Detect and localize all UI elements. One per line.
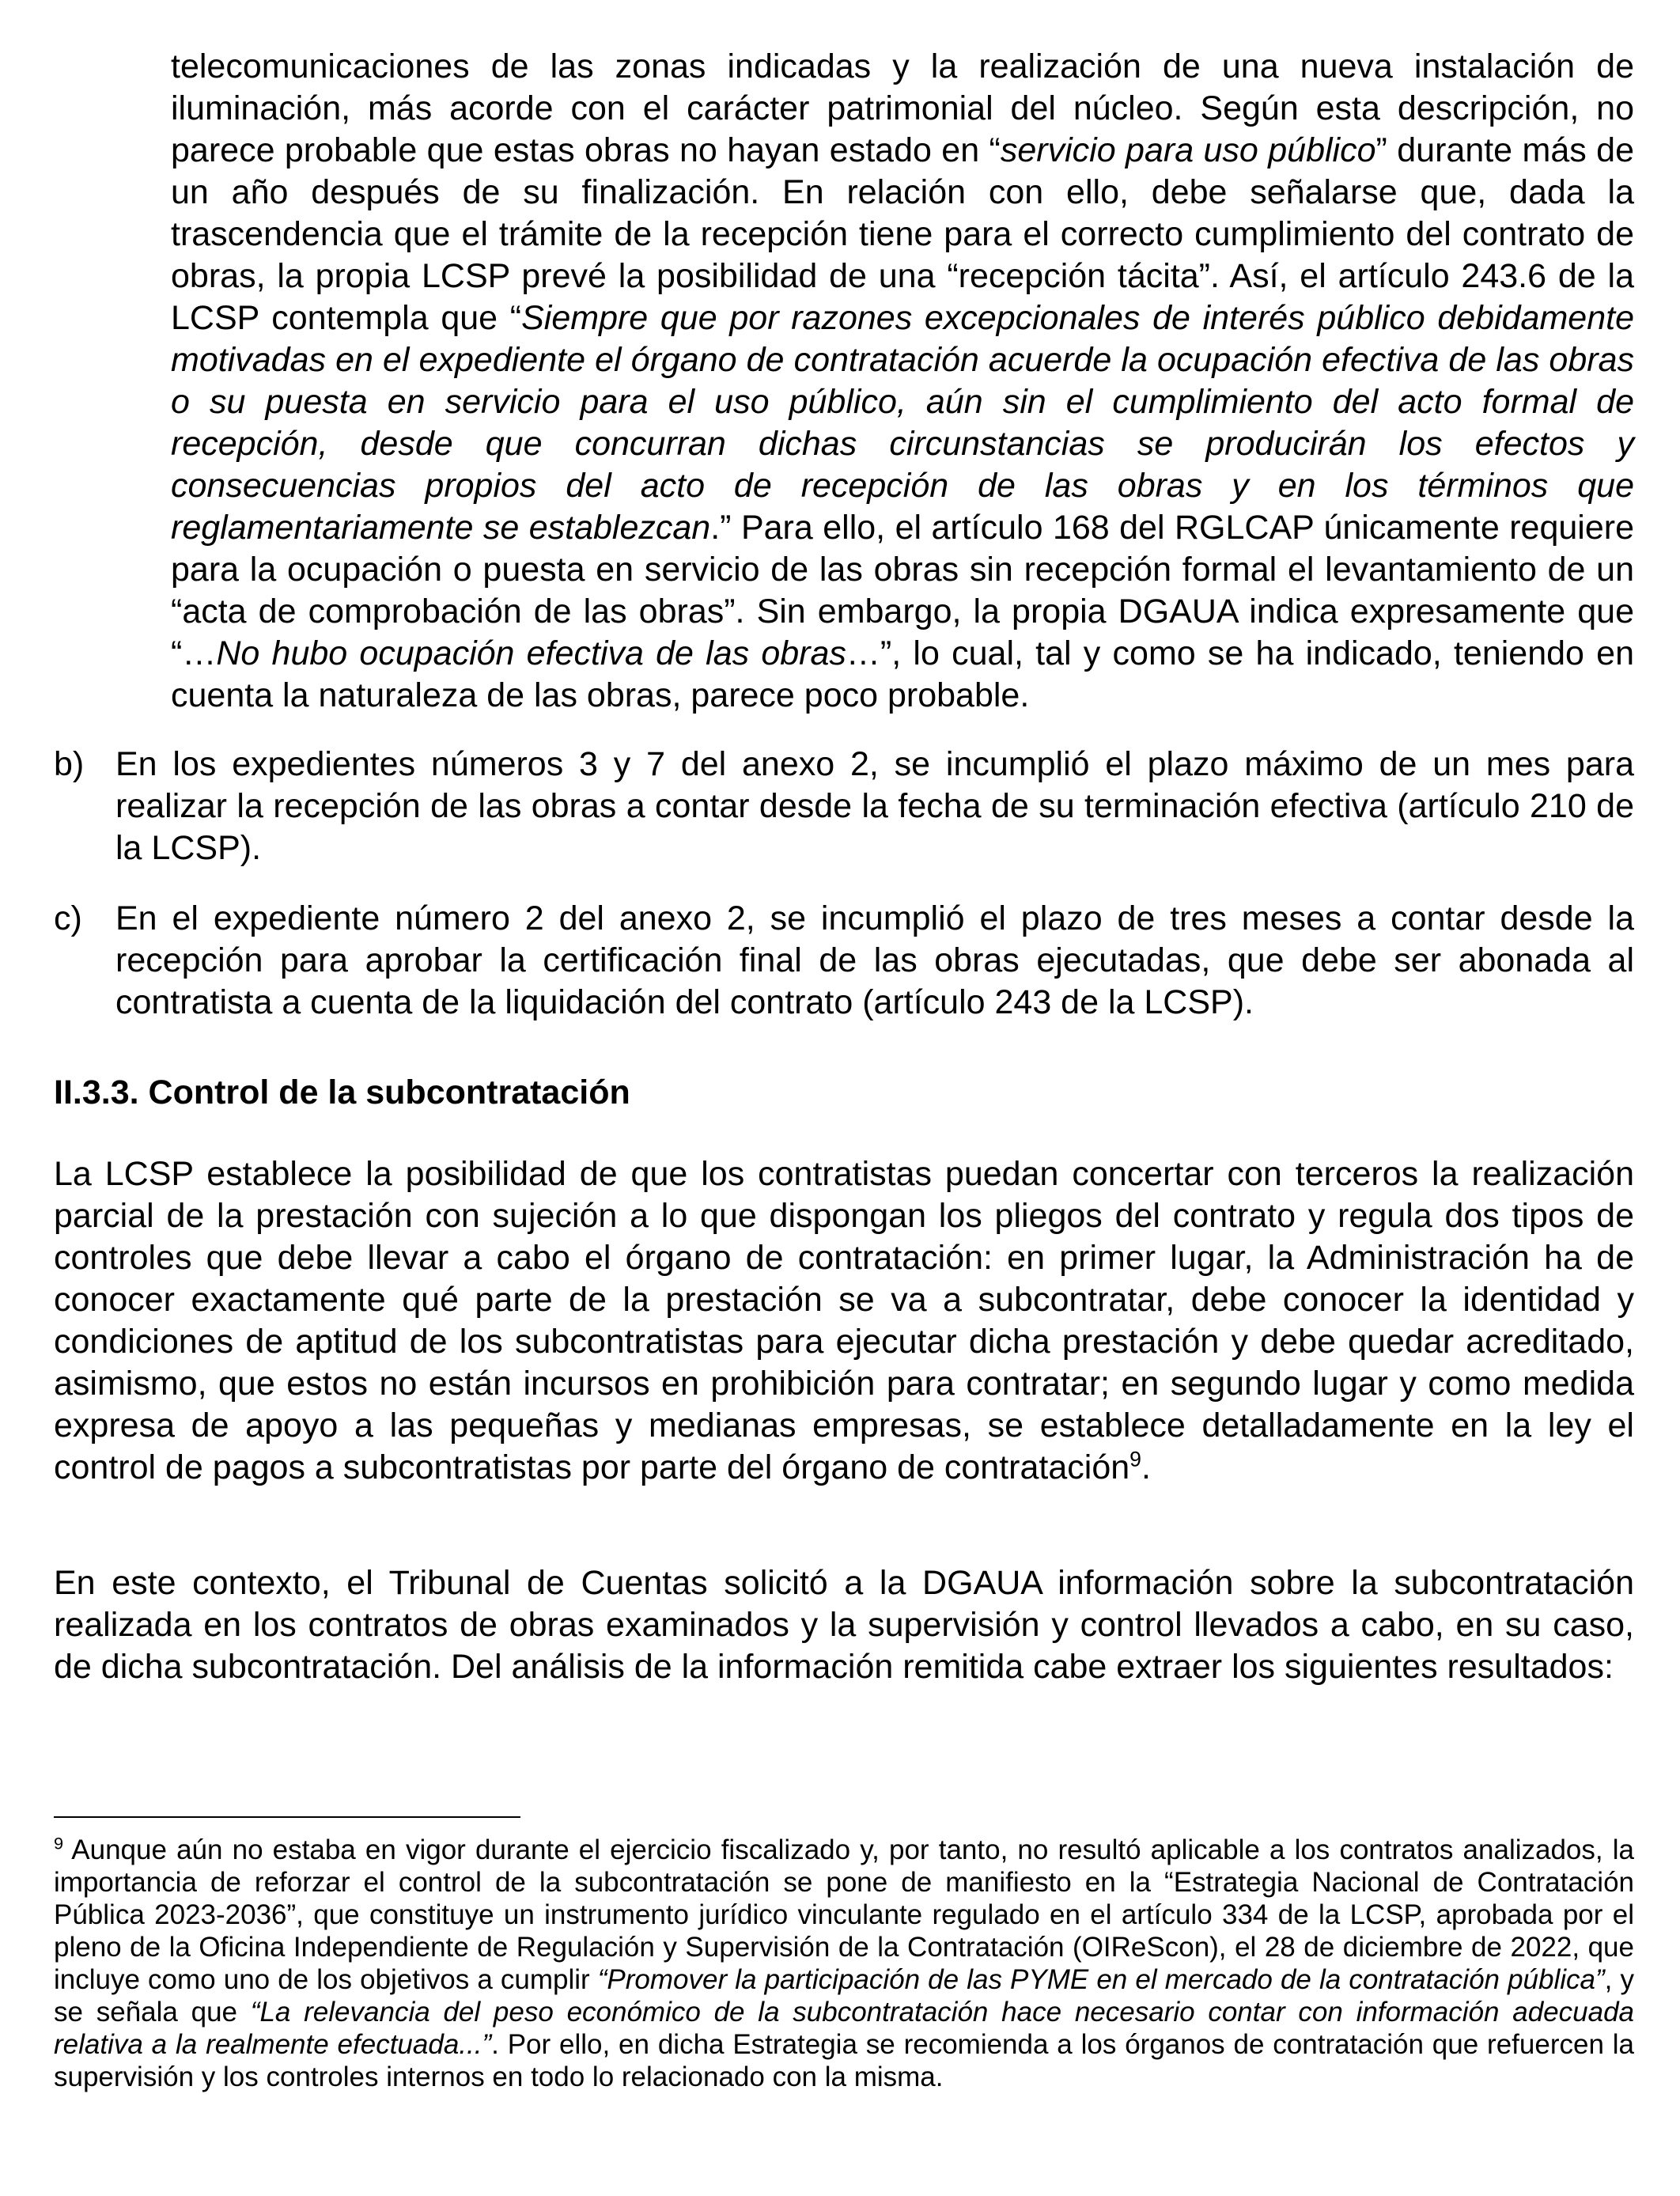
list-marker: b) bbox=[54, 745, 85, 783]
italic-quote: “Promover la participación de las PYME en el mercado de la contratación pública” bbox=[597, 1964, 1605, 1995]
body-paragraph bbox=[54, 1153, 1634, 1489]
footnote-reference[interactable]: 9 bbox=[1129, 1447, 1141, 1471]
list-marker: c) bbox=[54, 899, 82, 937]
italic-quote: servicio para uso público bbox=[1000, 131, 1376, 169]
list-item-text: En los expedientes números 3 y 7 del anexo 2, se incumplió el plazo máximo de un mes para realizar la recepción de las obras a contar desde la fecha de su terminación efectiva (artículo 210 de la LCSP). bbox=[115, 745, 1634, 867]
text-run: …”, lo cual, tal y como se ha indicado, teniendo en cuenta la naturaleza de las obras, parece poco probable. bbox=[171, 634, 1635, 714]
footnote-number: 9 bbox=[54, 1833, 64, 1853]
text-run: , y se señala que bbox=[54, 1964, 1634, 2028]
section-heading: II.3.3. Control de la subcontratación bbox=[54, 1073, 630, 1111]
continuation-paragraph bbox=[171, 46, 1634, 717]
list-item-text: En el expediente número 2 del anexo 2, se incumplió el plazo de tres meses a contar desde la recepción para aprobar la certificación final de las obras ejecutadas, que debe ser abonada al contratista a cuenta de la liquidación del contrato (artículo 243 de la LCSP). bbox=[115, 899, 1634, 1021]
text-run: .” Para ello, el artículo 168 del RGLCAP únicamente requiere para la ocupación o puesta en servicio de las obras sin recepción formal el levantamiento de un “acta de comprobación de las obras”. Sin embargo, la propia DGAUA indica expresamente que “… bbox=[171, 509, 1634, 672]
list-item bbox=[54, 744, 1634, 869]
footnote-separator bbox=[54, 1816, 520, 1818]
text-run: Aunque aún no estaba en vigor durante el ejercicio fiscalizado y, por tanto, no resultó aplicable a los contratos analizados, la importancia de reforzar el control de la subcontratación se pone de manifiesto en la “Estrategia Nacional de Contratación Pública 2023-2036”, que constituye un instrumento jurídico vinculante regulado en el artículo 334 de la LCSP, aprobada por el pleno de la Oficina Independiente de Regulación y Supervisión de la Contratación (OIReScon), el 28 de diciembre de 2022, que incluye como uno de los objetivos a cumplir bbox=[54, 1834, 1634, 1995]
italic-quote: Siempre que por razones excepcionales de interés público debidamente motivadas en el expediente el órgano de contratación acuerde la ocupación efectiva de las obras o su puesta en servicio para el uso público, aún sin el cumplimiento del acto formal de recepción, desde que concurran dichas circunstancias se producirán los efectos y consecuencias propios del acto de recepción de las obras y en los términos que reglamentariamente se establezcan bbox=[171, 299, 1634, 547]
italic-quote: No hubo ocupación efectiva de las obras bbox=[216, 634, 846, 672]
footnote bbox=[54, 1834, 1634, 2093]
text-run: . bbox=[1141, 1448, 1151, 1486]
italic-quote: “La relevancia del peso económico de la subcontratación hace necesario contar con información adecuada relativa a la realmente efectuada...” bbox=[54, 1997, 1635, 2060]
text-run: telecomunicaciones de las zonas indicadas y la realización de una nueva instalación de iluminación, más acorde con el carácter patrimonial del núcleo. Según esta descripción, no parece probable que estas obras no hayan estado en “ bbox=[171, 47, 1634, 169]
text-run: La LCSP establece la posibilidad de que los contratistas puedan concertar con terceros la realización parcial de la prestación con sujeción a lo que dispongan los pliegos del contrato y regula dos tipos de controles que debe llevar a cabo el órgano de contratación: en primer lugar, la Administración ha de conocer exactamente qué parte de la prestación se va a subcontratar, debe conocer la identidad y condiciones de aptitud de los subcontratistas para ejecutar dicha prestación y debe quedar acreditado, asimismo, que estos no están incursos en prohibición para contratar; en segundo lugar y como medida expresa de apoyo a las pequeñas y medianas empresas, se establece detalladamente en la ley el control de pagos a subcontratistas por parte del órgano de contratación bbox=[54, 1155, 1634, 1486]
text-run: . Por ello, en dicha Estrategia se recomienda a los órganos de contratación que refuercen la supervisión y los controles internos en todo lo relacionado con la misma. bbox=[54, 2029, 1634, 2092]
text-run: ” durante más de un año después de su finalización. En relación con ello, debe señalarse que, dada la trascendencia que el trámite de la recepción tiene para el correcto cumplimiento del contrato de obras, la propia LCSP prevé la posibilidad de una “recepción tácita”. Así, el artículo 243.6 de la LCSP contempla que “ bbox=[171, 131, 1634, 337]
body-paragraph: En este contexto, el Tribunal de Cuentas solicitó a la DGAUA información sobre la subcontratación realizada en los contratos de obras examinados y la supervisión y control llevados a cabo, en su caso, de dicha subcontratación. Del análisis de la información remitida cabe extraer los siguientes resultados: bbox=[54, 1564, 1634, 1686]
list-item bbox=[54, 898, 1634, 1024]
